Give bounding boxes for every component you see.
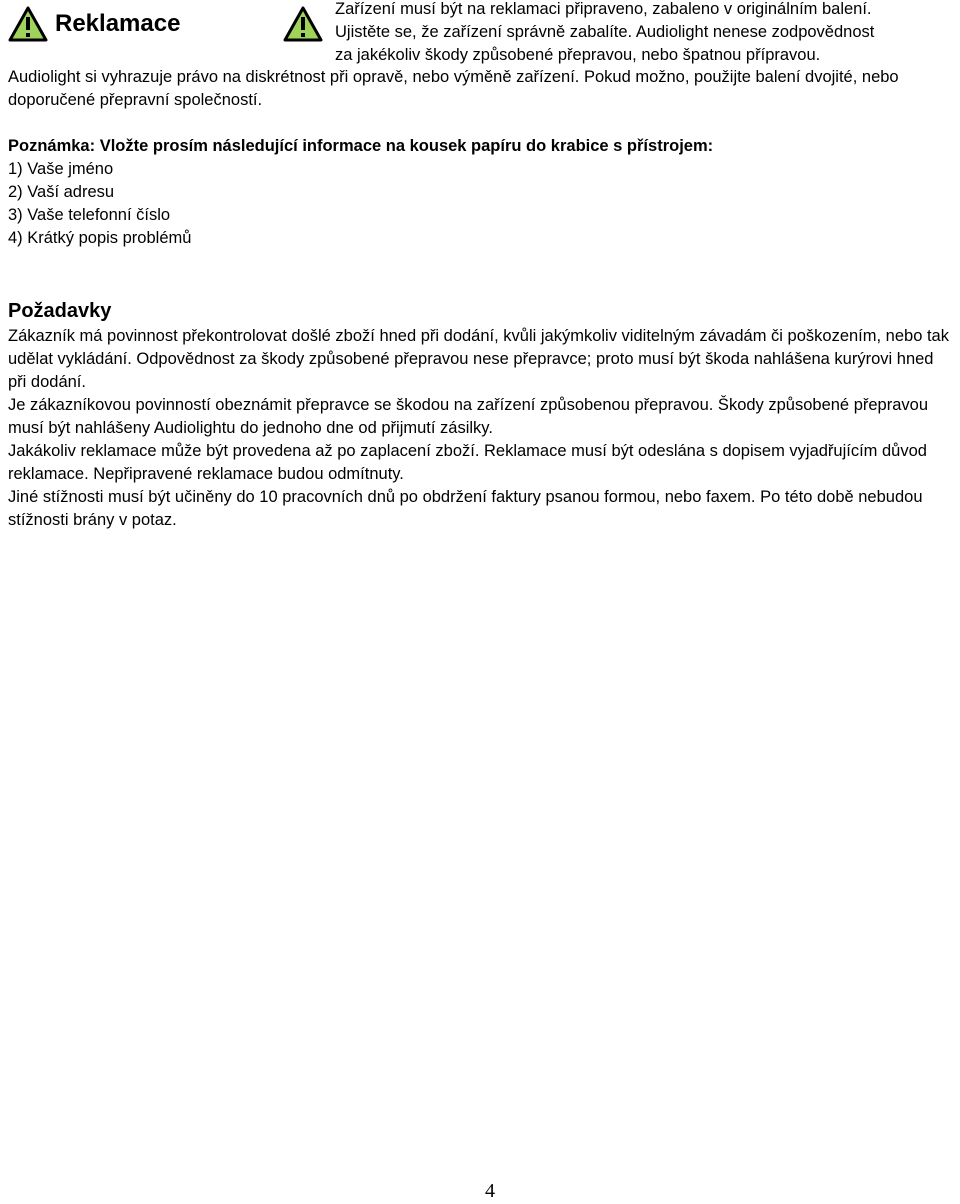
paragraph: Jakákoliv reklamace může být provedena až po zaplacení zboží. Reklamace musí být odeslána s dopisem vyjadřujícím důvod reklamace. Nepřipravené reklamace budou odmítnuty. [8, 442, 927, 483]
header [8, 0, 960, 70]
list-item: 4) Krátký popis problémů [8, 229, 192, 247]
warning-line: za jakékoliv škody způsobené přepravou, nebo špatnou přípravou. [335, 46, 821, 64]
section-heading: Požadavky [8, 300, 112, 322]
list-item: 1) Vaše jméno [8, 160, 114, 178]
intro-paragraph: Audiolight si vyhrazuje právo na diskrétnost při opravě, nebo výměně zařízení. Pokud možno, použijte balení dvojité, nebo doporučené přepravní společností. [8, 68, 899, 109]
page-number: 4 [485, 1180, 495, 1202]
paragraph: Je zákazníkovou povinností obeznámit přepravce se škodou na zařízení způsobenou přepravou. Škody způsobené přepravou musí být nahlášeny Audiolightu do jednoho dne od přijmutí zásilky. [8, 396, 928, 437]
list-item: 2) Vaší adresu [8, 183, 115, 201]
requirements-body [8, 325, 953, 532]
page-title: Reklamace [55, 10, 181, 37]
warning-triangle-icon [283, 6, 323, 42]
paragraph: Zákazník má povinnost překontrolovat došlé zboží hned při dodání, kvůli jakýmkoliv viditelným závadám či poškozením, nebo tak udělat vykládání. Odpovědnost za škody způsobené přepravou nese přepravce; proto musí být škoda nahlášena kurýrovi hned při dodání. [8, 327, 949, 391]
paragraph: Jiné stížnosti musí být učiněny do 10 pracovních dnů po obdržení faktury psanou formou, nebo faxem. Po této době nebudou stížnosti brány v potaz. [8, 488, 923, 529]
list-item: 3) Vaše telefonní číslo [8, 206, 171, 224]
warning-triangle-icon [8, 6, 48, 42]
note-title: Poznámka: Vložte prosím následující informace na kousek papíru do krabice s přístrojem: [8, 137, 714, 155]
warning-line: Zařízení musí být na reklamaci připraveno, zabaleno v originálním balení. [335, 0, 872, 18]
note-list [8, 158, 953, 250]
warning-text [335, 0, 960, 67]
warning-line: Ujistěte se, že zařízení správně zabalíte. Audiolight nenese zodpovědnost [335, 23, 875, 41]
note-section [8, 135, 953, 250]
